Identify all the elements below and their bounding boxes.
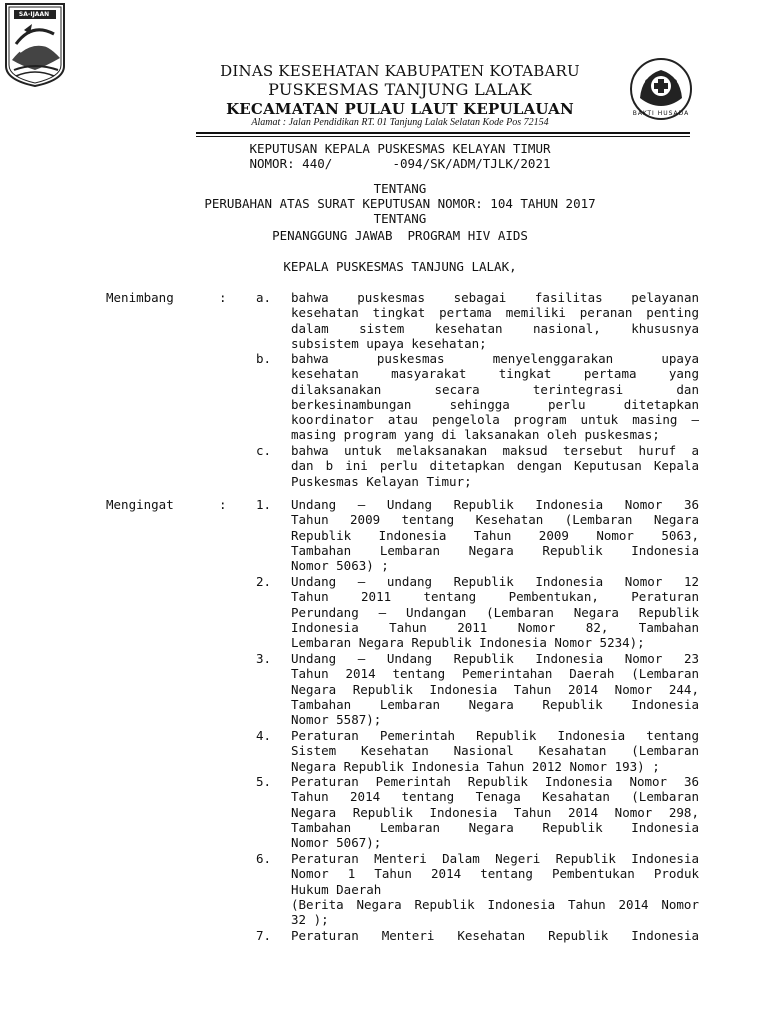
- letterhead-rule-thin: [196, 136, 690, 137]
- menimbang-mark-c: c.: [256, 443, 272, 458]
- text-line: berkesinambungan sehingga perlu ditetapkan: [291, 396, 699, 412]
- text-line: Peraturan Pemerintah Republik Indonesia tentang: [291, 728, 699, 743]
- text-line: Tahun 2014 tentang Pemerintahan Daerah (Lembaran: [291, 666, 699, 682]
- agency-name: DINAS KESEHATAN KABUPATEN KOTABARU: [220, 62, 580, 80]
- menimbang-label: Menimbang: [106, 290, 174, 305]
- text-line: dan b ini perlu ditetapkan dengan Keputusan Kepala: [291, 458, 699, 474]
- text-line: Negara Republik Indonesia Tahun 2014 Nomor 244,: [291, 681, 699, 697]
- text-line: Tahun 2011 tentang Pembentukan, Peraturan: [291, 589, 699, 605]
- text-line: Nomor 5587);: [291, 712, 382, 728]
- menimbang-item-a: [291, 290, 699, 351]
- text-line: 32 );: [291, 912, 329, 928]
- text-line: Lembaran Negara Republik Indonesia Nomor 5234);: [291, 635, 645, 651]
- text-line: Nomor 1 Tahun 2014 tentang Pembentukan Produk: [291, 866, 699, 882]
- mengingat-item-5: [291, 774, 699, 850]
- text-line: Republik Indonesia Tahun 2009 Nomor 5063,: [291, 527, 699, 543]
- text-line: Tambahan Lembaran Negara Republik Indonesia: [291, 542, 699, 558]
- text-line: bahwa puskesmas sebagai fasilitas pelayanan: [291, 290, 699, 305]
- mengingat-mark-5: 5.: [256, 774, 272, 789]
- text-line: subsistem upaya kesehatan;: [291, 335, 487, 351]
- menimbang-item-c: [291, 443, 699, 489]
- decree-number: NOMOR: 440/ -094/SK/ADM/TJLK/2021: [249, 156, 551, 171]
- tentang-heading-2: TENTANG: [373, 211, 427, 226]
- decree-subject-1: PERUBAHAN ATAS SURAT KEPUTUSAN NOMOR: 104 TAHUN 2017: [204, 196, 596, 211]
- text-line: Tahun 2014 tentang Tenaga Kesahatan (Lembaran: [291, 789, 699, 805]
- text-line: Negara Republik Indonesia Tahun 2012 Nomor 193) ;: [291, 758, 660, 774]
- mengingat-mark-1: 1.: [256, 497, 272, 512]
- mengingat-item-3: [291, 651, 699, 727]
- text-line: Peraturan Menteri Kesehatan Republik Indonesia: [291, 928, 699, 943]
- text-line: Tahun 2009 tentang Kesehatan (Lembaran Negara: [291, 512, 699, 528]
- text-line: masing program yang di laksanakan oleh puskesmas;: [291, 427, 660, 443]
- text-line: bahwa puskesmas menyelenggarakan upaya: [291, 351, 699, 366]
- logo-right-text: BAKTI HUSADA: [632, 110, 690, 117]
- text-line: Undang – Undang Republik Indonesia Nomor 23: [291, 651, 699, 666]
- mengingat-item-1: [291, 497, 699, 573]
- text-line: koordinator atau pengelola program untuk masing –: [291, 412, 699, 428]
- text-line: dalam sistem kesehatan nasional, khususnya: [291, 320, 699, 336]
- menimbang-colon: :: [219, 290, 227, 305]
- text-line: (Berita Negara Republik Indonesia Tahun 2014 Nomor: [291, 896, 699, 912]
- address-line: Alamat : Jalan Pendidikan RT. 01 Tanjung Lalak Selatan Kode Pos 72154: [251, 117, 549, 128]
- text-line: Tambahan Lembaran Negara Republik Indonesia: [291, 819, 699, 835]
- puskesmas-name: PUSKESMAS TANJUNG LALAK: [268, 80, 532, 99]
- text-line: Perundang – Undangan (Lembaran Negara Republik: [291, 604, 699, 620]
- text-line: Nomor 5063) ;: [291, 558, 389, 574]
- text-line: Indonesia Tahun 2011 Nomor 82, Tambahan: [291, 619, 699, 635]
- mengingat-mark-3: 3.: [256, 651, 272, 666]
- menimbang-item-b: [291, 351, 699, 443]
- logo-left-text: SA-IJAAN: [18, 11, 50, 18]
- text-line: Peraturan Menteri Dalam Negeri Republik Indonesia: [291, 851, 699, 866]
- text-line: Puskesmas Kelayan Timur;: [291, 473, 472, 489]
- text-line: Undang – undang Republik Indonesia Nomor 12: [291, 574, 699, 589]
- decree-authority: KEPALA PUSKESMAS TANJUNG LALAK,: [283, 259, 517, 274]
- mengingat-mark-7: 7.: [256, 928, 272, 943]
- text-line: Hukum Daerah: [291, 881, 382, 897]
- text-line: Nomor 5067);: [291, 835, 382, 851]
- tentang-heading-1: TENTANG: [373, 181, 427, 196]
- menimbang-mark-a: a.: [256, 290, 272, 305]
- text-line: Sistem Kesehatan Nasional Kesahatan (Lembaran: [291, 743, 699, 759]
- text-line: bahwa untuk melaksanakan maksud tersebut huruf a: [291, 443, 699, 458]
- mengingat-mark-4: 4.: [256, 728, 272, 743]
- mengingat-item-2: [291, 574, 699, 650]
- decree-title: KEPUTUSAN KEPALA PUSKESMAS KELAYAN TIMUR: [249, 141, 551, 156]
- mengingat-item-6: [291, 851, 699, 927]
- menimbang-mark-b: b.: [256, 351, 272, 366]
- text-line: kesehatan masyarakat tingkat pertama yang: [291, 366, 699, 382]
- mengingat-item-4: [291, 728, 699, 774]
- text-line: Tambahan Lembaran Negara Republik Indonesia: [291, 696, 699, 712]
- text-line: Negara Republik Indonesia Tahun 2014 Nomor 298,: [291, 804, 699, 820]
- text-line: kesehatan tingkat pertama memiliki peranan penting: [291, 305, 699, 321]
- text-line: dilaksanakan secara terintegrasi dan: [291, 381, 699, 397]
- mengingat-item-7: [291, 928, 699, 943]
- district-name: KECAMATAN PULAU LAUT KEPULAUAN: [226, 100, 574, 118]
- mengingat-colon: :: [219, 497, 227, 512]
- mengingat-label: Mengingat: [106, 497, 174, 512]
- mengingat-mark-2: 2.: [256, 574, 272, 589]
- letterhead-rule-thick: [196, 132, 690, 134]
- text-line: Peraturan Pemerintah Republik Indonesia Nomor 36: [291, 774, 699, 789]
- text-line: Undang – Undang Republik Indonesia Nomor 36: [291, 497, 699, 512]
- decree-subject-2: PENANGGUNG JAWAB PROGRAM HIV AIDS: [272, 228, 528, 243]
- mengingat-mark-6: 6.: [256, 851, 272, 866]
